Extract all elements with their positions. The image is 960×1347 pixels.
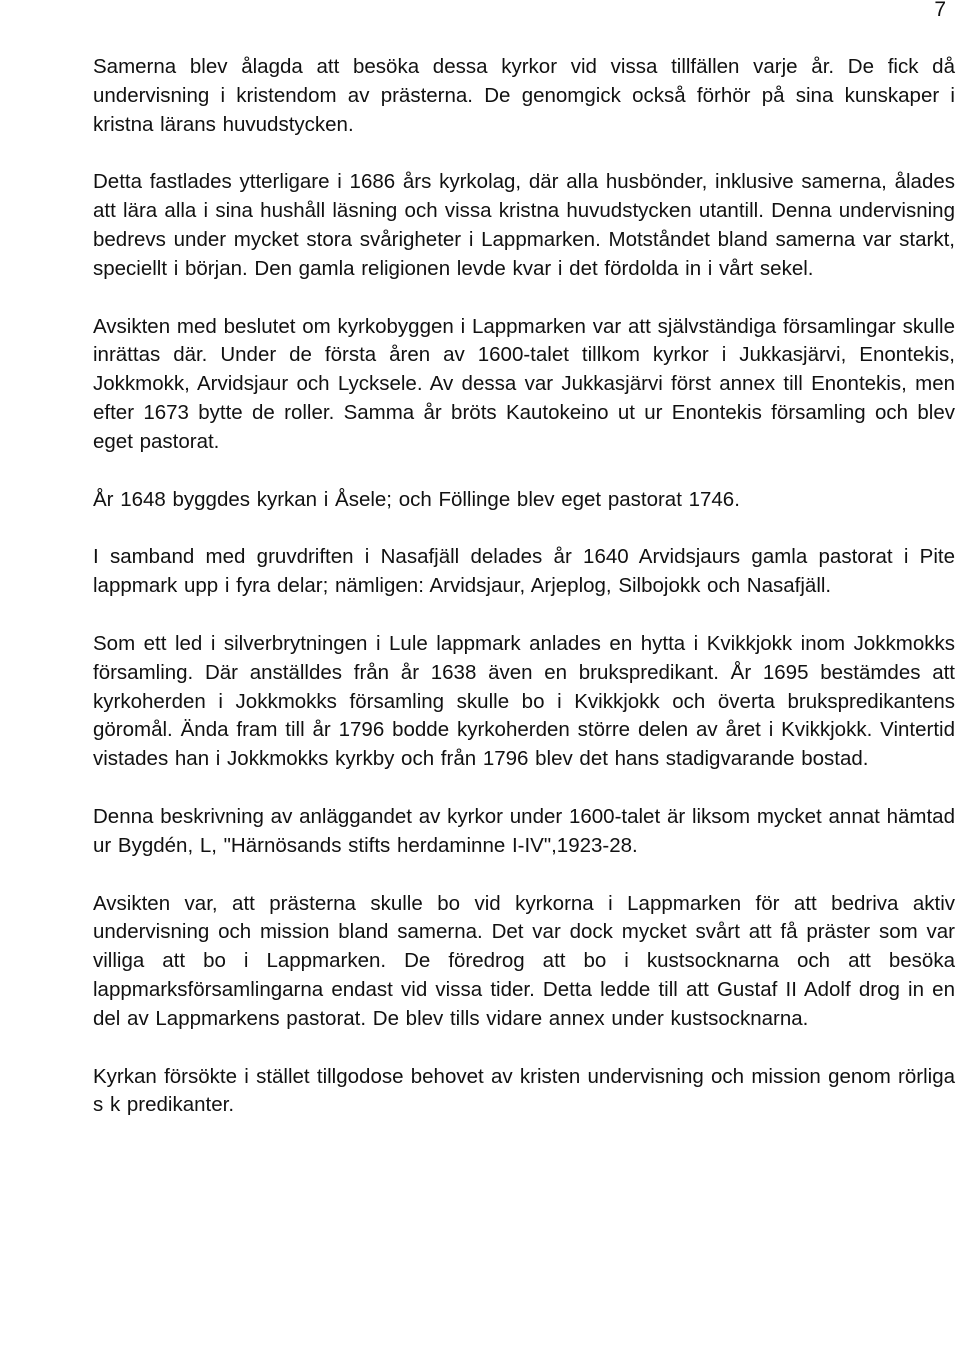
paragraph-3: Avsikten med beslutet om kyrkobyggen i Lappmarken var att självständiga församlingar skulle inrättas där. Under de första åren av 1600-talet tillkom kyrkor i Jukkasjärvi, Enontekis, Jokkmokk, Arvidsjaur och Lycksele. Av dessa var Jukkasjärvi först annex till Enontekis, men efter 1673 bytte de roller. Samma år bröts Kautokeino ut ur Enontekis församling och blev eget pastorat. bbox=[93, 314, 955, 453]
paragraph-4: År 1648 byggdes kyrkan i Åsele; och Föllinge blev eget pastorat 1746. bbox=[93, 487, 740, 511]
paragraph-9: Kyrkan försökte i stället tillgodose behovet av kristen undervisning och mission genom rörliga s k predikanter. bbox=[93, 1064, 955, 1117]
paragraph-8: Avsikten var, att prästerna skulle bo vid kyrkorna i Lappmarken för att bedriva aktiv undervisning och mission bland samerna. Det var dock mycket svårt att få präster som var villiga att bo i Lappmarken. De föredrog att bo i kustsocknarna och att besöka lappmarksförsamlingarna endast vid vissa tider. Detta ledde till att Gustaf II Adolf drog in en del av Lappmarkens pastorat. De blev tills vidare annex under kustsocknarna. bbox=[93, 891, 955, 1030]
paragraph-1: Samerna blev ålagda att besöka dessa kyrkor vid vissa tillfällen varje år. De fick då undervisning i kristendom av prästerna. De genomgick också förhör på sina kunskaper i kristna lärans huvudstycken. bbox=[93, 55, 955, 136]
page-body bbox=[93, 53, 955, 1120]
paragraph-5: I samband med gruvdriften i Nasafjäll delades år 1640 Arvidsjaurs gamla pastorat i Pite lappmark upp i fyra delar; nämligen: Arvidsjaur, Arjeplog, Silbojokk och Nasafjäll. bbox=[93, 545, 955, 598]
paragraph-2: Detta fastlades ytterligare i 1686 års kyrkolag, där alla husbönder, inklusive samerna, ålades att lära alla i sina hushåll läsning och vissa kristna huvudstycken utantill. Denna undervisning bedrevs under mycket stora svårigheter i Lappmarken. Motståndet bland samerna var starkt, speciellt i början. Den gamla religionen levde kvar i det fördolda in i vårt sekel. bbox=[93, 170, 955, 280]
paragraph-6: Som ett led i silverbrytningen i Lule lappmark anlades en hytta i Kvikkjokk inom Jokkmokks församling. Där anställdes från år 1638 även en brukspredikant. År 1695 bestämdes att kyrkoherden i Jokkmokks församling skulle bo i Kvikkjokk och överta brukspredikantens göromål. Ända fram till år 1796 bodde kyrkoherden större delen av året i Kvikkjokk. Vintertid vistades han i Jokkmokks kyrkby och från 1796 blev det hans stadigvarande bostad. bbox=[93, 631, 955, 771]
paragraph-7: Denna beskrivning av anläggandet av kyrkor under 1600-talet är liksom mycket annat hämtad ur Bygdén, L, "Härnösands stifts herdaminne I-IV",1923-28. bbox=[93, 804, 955, 857]
page-number: 7 bbox=[934, 0, 946, 21]
